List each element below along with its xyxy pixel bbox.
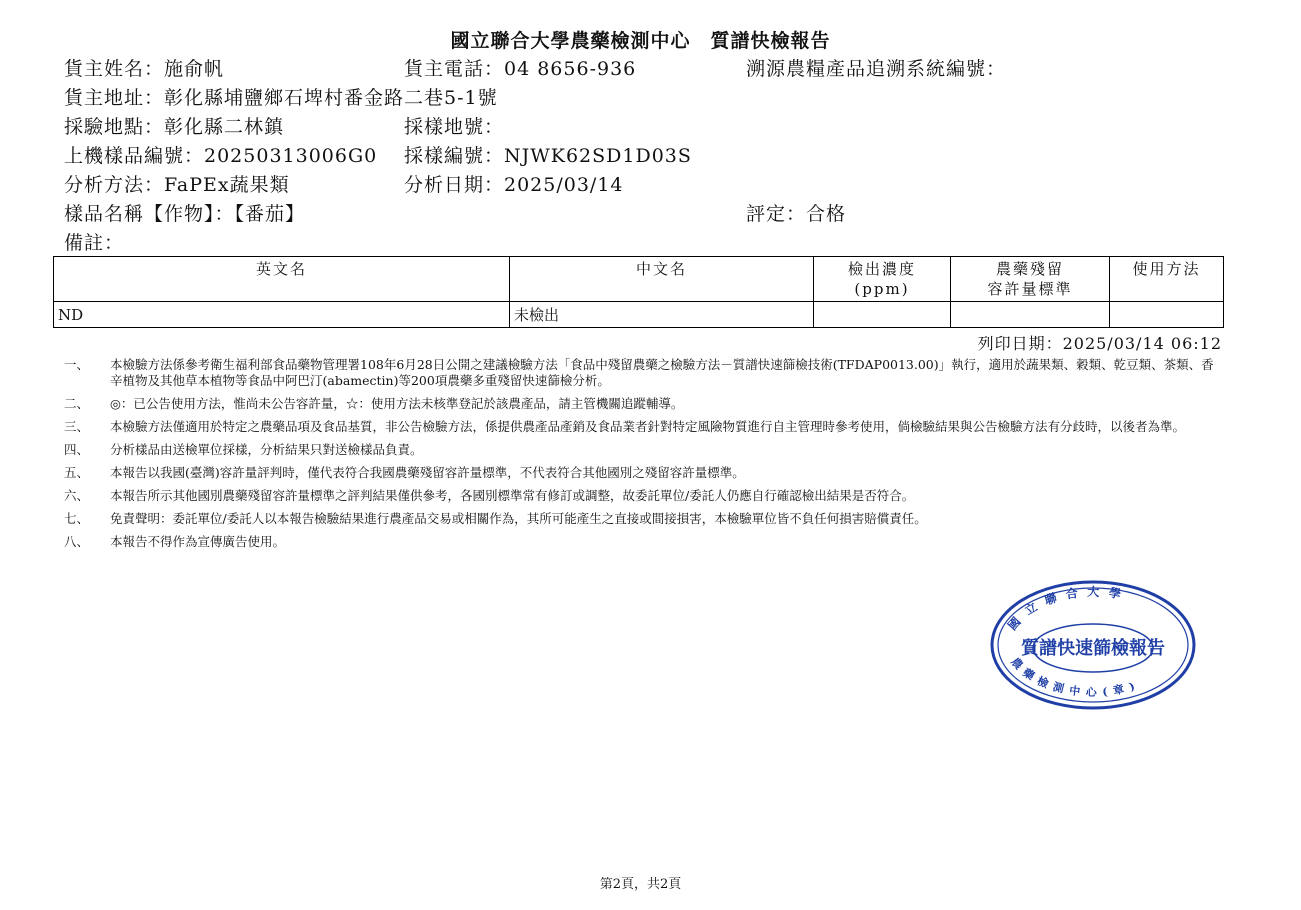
note-text: 免責聲明：委託單位/委託人以本報告檢驗結果進行農產品交易或相關作為，其所可能產生之直接或間接損害，本檢驗單位皆不負任何損害賠償責任。: [110, 511, 927, 526]
col-header-usage: 使用方法: [1110, 257, 1224, 302]
cell-concentration: [814, 302, 951, 328]
note-text: 分析樣品由送檢單位採樣，分析結果只對送檢樣品負責。: [110, 442, 423, 457]
note-number: 八、: [64, 534, 90, 549]
judgement: 評定：合格: [746, 203, 847, 225]
note-number: 二、: [64, 396, 90, 411]
cell-chinese-name: 未檢出: [510, 302, 814, 328]
note-number: 三、: [64, 419, 90, 434]
note-text: 本報告所示其他國別農藥殘留容許量標準之評判結果僅供參考，各國別標準常有修訂或調整，故委託單位/委託人仍應自行確認檢出結果是否符合。: [110, 488, 915, 503]
note-item: [64, 465, 1214, 481]
note-text: 本報告以我國(臺灣)容許量評判時，僅代表符合我國農藥殘留容許量標準，不代表符合其他國別之殘留容許量標準。: [110, 465, 745, 480]
col-header-concentration-label: 檢出濃度: [847, 260, 916, 278]
sample-number: 上機樣品編號：20250313006G0: [64, 145, 378, 167]
seal-center-text: 質譜快速篩檢報告: [1021, 638, 1165, 659]
seal-arc-bottom-text: 農藥檢測中心(章): [1008, 655, 1143, 699]
table-row: [54, 302, 1224, 328]
note-text: 本檢驗方法係參考衛生福利部食品藥物管理署108年6月28日公開之建議檢驗方法「食品中殘留農藥之檢驗方法－質譜快速篩檢技術(TFDAP0013.00)」執行，適用於蔬果類、穀類、乾豆類、茶類、香辛植物及其他草本植物等食品中阿巴汀(abamectin)等200項農藥多重殘留快速篩檢分析。: [110, 357, 1214, 388]
table-header-row: [54, 257, 1224, 302]
print-date: 列印日期：2025/03/14 06:12: [977, 334, 1222, 353]
official-seal-stamp: [988, 578, 1198, 712]
analysis-method: 分析方法：FaPEx蔬果類: [64, 174, 290, 196]
report-title: 國立聯合大學農藥檢測中心 質譜快檢報告: [450, 30, 831, 52]
col-header-concentration: [814, 257, 951, 302]
col-header-mrl-line2: 容許量標準: [987, 280, 1073, 298]
cell-english-name: ND: [54, 302, 510, 328]
note-item: [64, 488, 1214, 504]
note-number: 五、: [64, 465, 90, 480]
note-item: [64, 357, 1214, 389]
remarks: 備註：: [64, 232, 125, 254]
note-number: 七、: [64, 511, 90, 526]
col-header-mrl-line1: 農藥殘留: [995, 260, 1064, 278]
analysis-date: 分析日期：2025/03/14: [404, 174, 624, 196]
seal-arc-top-text: 國立聯合大學: [1005, 584, 1131, 633]
owner-name: 貨主姓名：施俞帆: [64, 58, 225, 80]
note-text: 本檢驗方法僅適用於特定之農藥品項及食品基質，非公告檢驗方法，係提供農產品產銷及食品業者針對特定風險物質進行自主管理時參考使用，倘檢驗結果與公告檢驗方法有分歧時，以後者為準。: [110, 419, 1186, 434]
col-header-chinese-name: 中文名: [510, 257, 814, 302]
cell-usage: [1110, 302, 1224, 328]
note-item: [64, 534, 1214, 550]
col-header-concentration-unit: (ppm): [854, 280, 910, 298]
notes-list: [64, 357, 1214, 557]
note-number: 一、: [64, 357, 90, 372]
note-number: 六、: [64, 488, 90, 503]
result-table: [53, 256, 1224, 328]
sampling-number: 採樣編號：NJWK62SD1D03S: [404, 145, 692, 167]
sampling-place: 採驗地點：彰化縣二林鎮: [64, 116, 285, 138]
sample-name: 樣品名稱【作物】：【番茄】: [64, 203, 306, 225]
note-item: [64, 442, 1214, 458]
note-text: ◎：已公告使用方法，惟尚未公告容許量，☆：使用方法未核準登記於該農產品，請主管機關追蹤輔導。: [110, 396, 684, 411]
page-number: 第2頁，共2頁: [599, 877, 682, 892]
note-item: [64, 419, 1214, 435]
note-item: [64, 511, 1214, 527]
note-text: 本報告不得作為宣傳廣告使用。: [110, 534, 286, 549]
col-header-mrl: [951, 257, 1110, 302]
owner-address: 貨主地址：彰化縣埔鹽鄉石埤村番金路二巷5-1號: [64, 87, 498, 109]
col-header-english-name: 英文名: [54, 257, 510, 302]
note-number: 四、: [64, 442, 90, 457]
sampling-lot: 採樣地號：: [404, 116, 505, 138]
owner-phone: 貨主電話：04 8656-936: [404, 58, 637, 80]
note-item: [64, 396, 1214, 412]
trace-number: 溯源農糧產品追溯系統編號：: [746, 58, 1007, 80]
cell-mrl: [951, 302, 1110, 328]
